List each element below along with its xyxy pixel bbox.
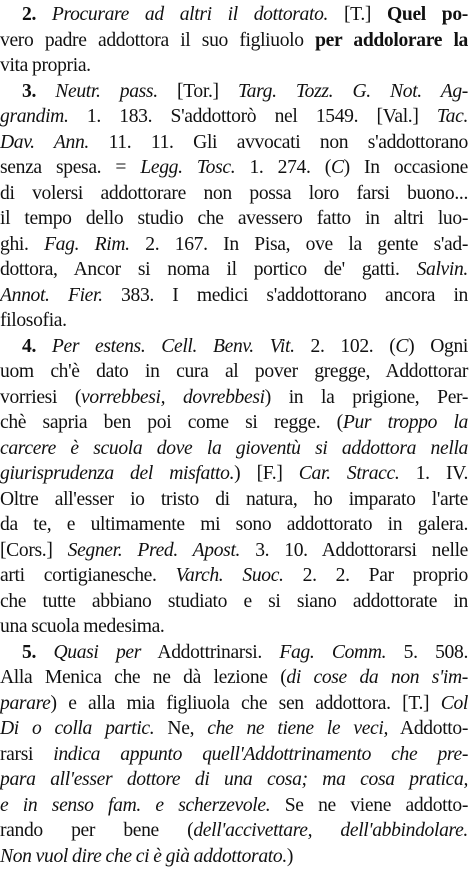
text-line [0, 79, 468, 105]
text-line [0, 155, 468, 181]
text-segment: ) Ogni [408, 336, 468, 357]
italic-text: Col [441, 693, 468, 714]
text-segment: da te, e ultimamente mi sono addottorato in galera. [0, 514, 468, 535]
italic-text: Car. Stracc. [299, 463, 400, 484]
text-line [0, 793, 468, 819]
italic-text: Tac. [437, 106, 468, 127]
bold-text: 5. [22, 642, 53, 663]
sense-paragraph [0, 334, 468, 640]
text-line [0, 487, 468, 513]
text-line [0, 232, 468, 258]
text-segment: che tutte abbiano studiato e si siano addottorate in [0, 591, 468, 612]
text-line [0, 2, 468, 28]
text-segment: ) e alla mia figliuola che sen addottora. [T.] [51, 693, 441, 714]
italic-text: grandim. [0, 106, 69, 127]
text-line [0, 181, 468, 207]
text-line [0, 640, 468, 666]
text-line [0, 53, 468, 79]
text-segment: Oltre all'esser io tristo di natura, ho imparato l'arte [0, 489, 468, 510]
bold-text: 2. [22, 4, 52, 25]
text-segment: 3. 10. Addottorarsi nelle [240, 540, 468, 561]
text-segment: ) in la prigione, Per- [265, 387, 468, 408]
text-segment: 1. 183. S'addottorò nel 1549. [Val.] [69, 106, 437, 127]
text-segment: Addottrinarsi. [141, 642, 279, 663]
italic-text: Quasi per [53, 642, 141, 663]
text-segment: ) [287, 846, 293, 867]
italic-text: Legg. Tosc. [140, 157, 235, 178]
italic-text: Non vuol dire che ci è già addottorato. [0, 846, 287, 867]
text-line [0, 716, 468, 742]
text-segment: Alla Menica che ne dà lezione ( [0, 667, 286, 688]
text-segment: ) [F.] [234, 463, 299, 484]
text-segment: vorriesi ( [0, 387, 81, 408]
text-segment: 2. 2. Par proprio [284, 565, 468, 586]
text-line [0, 665, 468, 691]
italic-text: C [331, 157, 344, 178]
text-segment: vita propria. [0, 55, 91, 76]
italic-text: parare [0, 693, 51, 714]
italic-text: vorrebbesi, dovrebbesi [81, 387, 265, 408]
text-segment: 1. 274. ( [235, 157, 331, 178]
italic-text: para all'esser dottore di una cosa; ma cosa pratica, [0, 769, 468, 790]
bold-text: 3. [22, 81, 55, 102]
text-line [0, 844, 468, 869]
text-segment: rando per bene ( [0, 820, 193, 841]
text-line [0, 767, 468, 793]
sense-paragraph [0, 640, 468, 869]
text-line [0, 308, 468, 334]
text-segment: [Cors.] [0, 540, 68, 561]
text-segment: Se ne viene addotto- [270, 795, 468, 816]
text-line [0, 130, 468, 156]
text-segment: 1. IV. [399, 463, 468, 484]
italic-text: Annot. Fier. [0, 285, 103, 306]
italic-text: C [395, 336, 408, 357]
sense-paragraph [0, 79, 468, 334]
text-segment: il tempo dello studio che avessero fatto in altri luo- [0, 208, 468, 229]
italic-text: Fag. Rim. [44, 234, 130, 255]
bold-text: 4. [22, 336, 52, 357]
text-segment: arti cortigianesche. [0, 565, 176, 586]
italic-text: Per estens. Cell. Benv. Vit. [52, 336, 295, 357]
italic-text: dell'accivettare, dell'abbindolare. [193, 820, 468, 841]
italic-text: e in senso fam. e scherzevole. [0, 795, 270, 816]
text-line [0, 283, 468, 309]
text-segment: rarsi [0, 744, 53, 765]
italic-text: Segner. Pred. Apost. [68, 540, 240, 561]
text-line [0, 818, 468, 844]
text-segment: di volersi addottorare non possa loro farsi buono... [0, 183, 468, 204]
italic-text: giurisprudenza del misfatto. [0, 463, 234, 484]
text-line [0, 589, 468, 615]
italic-text: indica appunto quell'Addottrinamento che pre- [53, 744, 468, 765]
text-line [0, 563, 468, 589]
text-segment: [Tor.] [158, 81, 238, 102]
text-line [0, 614, 468, 640]
bold-text: per addolorare la [315, 30, 468, 51]
italic-text: carcere è scuola dove la gioventù si addottora nella [0, 438, 468, 459]
italic-text: Pur troppo la [343, 412, 468, 433]
text-segment: dottora, Ancor si noma il portico de' gatti. [0, 259, 417, 280]
text-segment: senza spesa. = [0, 157, 140, 178]
text-line [0, 257, 468, 283]
text-segment: una scuola medesima. [0, 616, 164, 637]
text-segment: Addotto- [388, 718, 468, 739]
text-line [0, 334, 468, 360]
text-line [0, 538, 468, 564]
text-line [0, 436, 468, 462]
text-segment: vero padre addottora il suo figliuolo [0, 30, 315, 51]
text-segment: 2. 167. In Pisa, ove la gente s'ad- [130, 234, 468, 255]
text-line [0, 359, 468, 385]
italic-text: Salvin. [417, 259, 468, 280]
italic-text: di cose da non s'im- [286, 667, 468, 688]
text-segment: ghi. [0, 234, 44, 255]
italic-text: Procurare ad altri il dottorato. [52, 4, 328, 25]
italic-text: Fag. Comm. [279, 642, 386, 663]
italic-text: Neutr. pass. [55, 81, 158, 102]
text-line [0, 742, 468, 768]
sense-paragraph [0, 2, 468, 79]
text-line [0, 410, 468, 436]
text-segment: 383. I medici s'addottorano ancora in [103, 285, 468, 306]
text-line [0, 461, 468, 487]
text-line [0, 28, 468, 54]
italic-text: Dav. Ann. [0, 132, 89, 153]
text-segment: 5. 508. [386, 642, 468, 663]
text-line [0, 385, 468, 411]
text-segment: [T.] [328, 4, 387, 25]
text-segment: Ne, [154, 718, 207, 739]
text-line [0, 104, 468, 130]
text-segment: uom ch'è dato in cura al pover gregge, Addottorar [0, 361, 468, 382]
text-segment: chè sapria ben poi come si regge. ( [0, 412, 343, 433]
text-segment: 11. 11. Gli avvocati non s'addottorano [89, 132, 468, 153]
italic-text: che ne tiene le veci, [207, 718, 388, 739]
text-segment: 2. 102. ( [295, 336, 396, 357]
bold-text: Quel po- [387, 4, 468, 25]
text-line [0, 691, 468, 717]
text-segment: filosofia. [0, 310, 67, 331]
text-segment: ) In occasione [344, 157, 468, 178]
italic-text: Targ. Tozz. G. Not. Ag- [238, 81, 468, 102]
text-line [0, 206, 468, 232]
italic-text: Di o colla partic. [0, 718, 154, 739]
italic-text: Varch. Suoc. [176, 565, 284, 586]
text-line [0, 512, 468, 538]
